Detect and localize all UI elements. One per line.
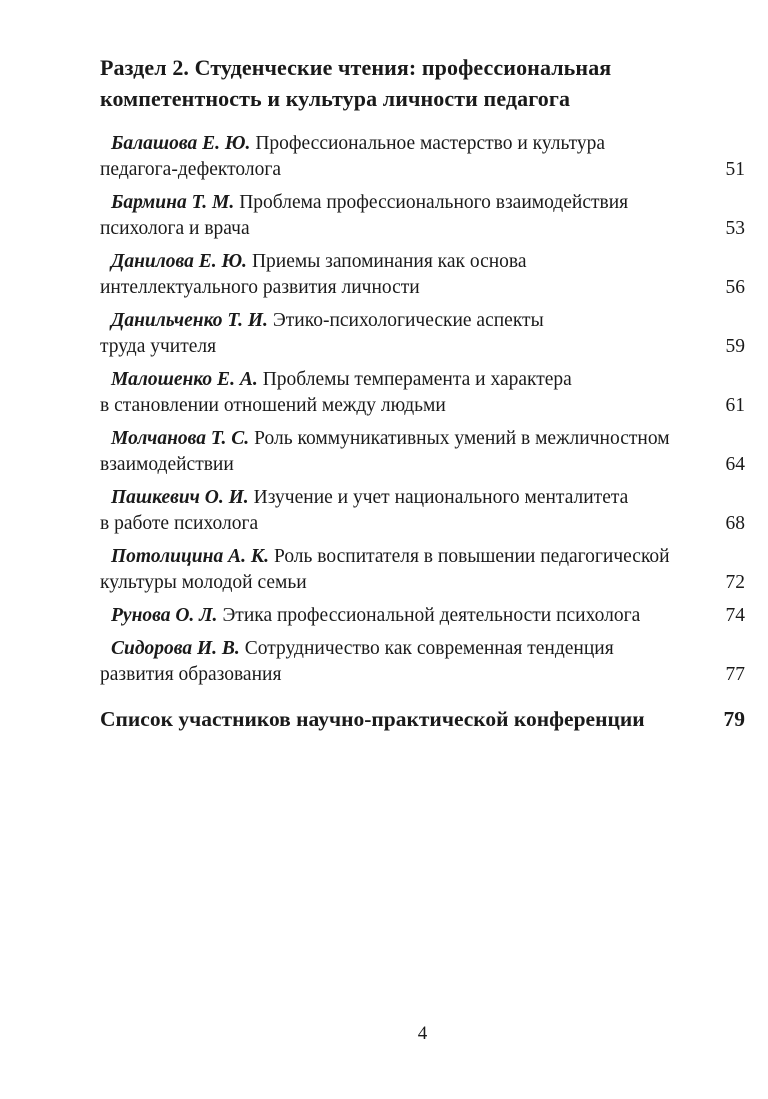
toc-entry-author: Рунова О. Л. [111,605,218,626]
toc-entry-page-number: 68 [725,513,745,534]
toc-entry-author: Балашова Е. Ю. [111,133,251,154]
toc-entry [100,636,745,688]
toc-entry-title-text: Сотрудничество как современная тенденция [244,638,614,659]
toc-entry-author: Данилова Е. Ю. [111,251,247,272]
toc-entry-line [100,485,745,511]
toc-entry-title-text: Проблемы темперамента и характера [262,369,572,390]
toc-entry-line [100,334,745,360]
toc-entry-line [100,216,745,242]
toc-entry-line [100,662,745,688]
toc-entry-author: Пашкевич О. И. [111,487,249,508]
toc-entry-line [100,367,745,393]
toc-entry-line [100,393,745,419]
toc-entry-list [100,131,745,688]
toc-entry-author: Сидорова И. В. [111,638,240,659]
toc-entry-line [100,511,745,537]
toc-entry-title-text: психолога и врача [100,218,250,239]
toc-entry-author: Потолицина А. К. [111,546,269,567]
toc-entry-title-text: труда учителя [100,336,217,357]
toc-entry-line [100,603,745,629]
toc-entry [100,544,745,596]
toc-entry-author: Малошенко Е. А. [111,369,258,390]
toc-entry-title-text: взаимодействии [100,454,234,475]
toc-entry [100,603,745,629]
toc-entry-line [100,308,745,334]
toc-entry-line [100,544,745,570]
toc-entry-title-text: культуры молодой семьи [100,572,307,593]
toc-entry-title-text: Профессиональное мастерство и культура [255,133,606,154]
toc-entry [100,249,745,301]
toc-entry [100,131,745,183]
participants-list-page-number: 79 [723,707,745,731]
toc-entry-title-text: Роль воспитателя в повышении педагогической [273,546,670,567]
toc-entry-title-text: Проблема профессионального взаимодействия [239,192,629,213]
section-heading-line-2: компетентность и культура личности педагога [100,86,571,111]
toc-entry-title-text: Изучение и учет национального менталитета [253,487,629,508]
toc-entry-page-number: 64 [725,454,745,475]
toc-entry [100,485,745,537]
toc-entry-page-number: 74 [725,605,745,626]
toc-entry-line [100,570,745,596]
toc-entry-line [100,275,745,301]
toc-entry-title-text: Роль коммуникативных умений в межличностном [254,428,670,449]
toc-entry-author: Молчанова Т. С. [111,428,250,449]
toc-entry-page-number: 72 [725,572,745,593]
page-footer [100,1022,745,1046]
section-heading-line-1: Раздел 2. Студенческие чтения: профессиональная [100,55,612,80]
toc-entry-title-text: Приемы запоминания как основа [251,251,527,272]
toc-entry-line [100,249,745,275]
toc-entry-line [100,452,745,478]
toc-entry-page-number: 77 [725,664,745,685]
toc-entry-page-number: 56 [725,277,745,298]
toc-entry-page-number: 59 [725,336,745,357]
toc-entry-title-text: Этика профессиональной деятельности психолога [222,605,641,626]
toc-entry-title-text: развития образования [100,664,282,685]
toc-entry [100,308,745,360]
toc-entry-line [100,157,745,183]
section-heading [0,0,768,114]
toc-entry-title-text: в работе психолога [100,513,259,534]
toc-entry-page-number: 51 [725,159,745,180]
participants-list-entry [100,704,745,734]
toc-entry-line [100,636,745,662]
toc-entry-line [100,426,745,452]
folio-page-number: 4 [417,1023,428,1044]
toc-entry-line [100,190,745,216]
toc-entry-title-text: интеллектуального развития личности [100,277,420,298]
toc-entry-page-number: 53 [725,218,745,239]
toc-entry [100,190,745,242]
toc-entry-author: Данильченко Т. И. [111,310,268,331]
toc-entry [100,426,745,478]
toc-entry-author: Бармина Т. М. [111,192,235,213]
toc-entry-title-text: Этико-психологические аспекты [272,310,544,331]
participants-list-label: Список участников научно-практической конференции [100,707,645,731]
toc-entry [100,367,745,419]
toc-entry-title-text: в становлении отношений между людьми [100,395,446,416]
toc-entry-page-number: 61 [725,395,745,416]
toc-entry-line [100,131,745,157]
toc-entry-title-text: педагога-дефектолога [100,159,282,180]
